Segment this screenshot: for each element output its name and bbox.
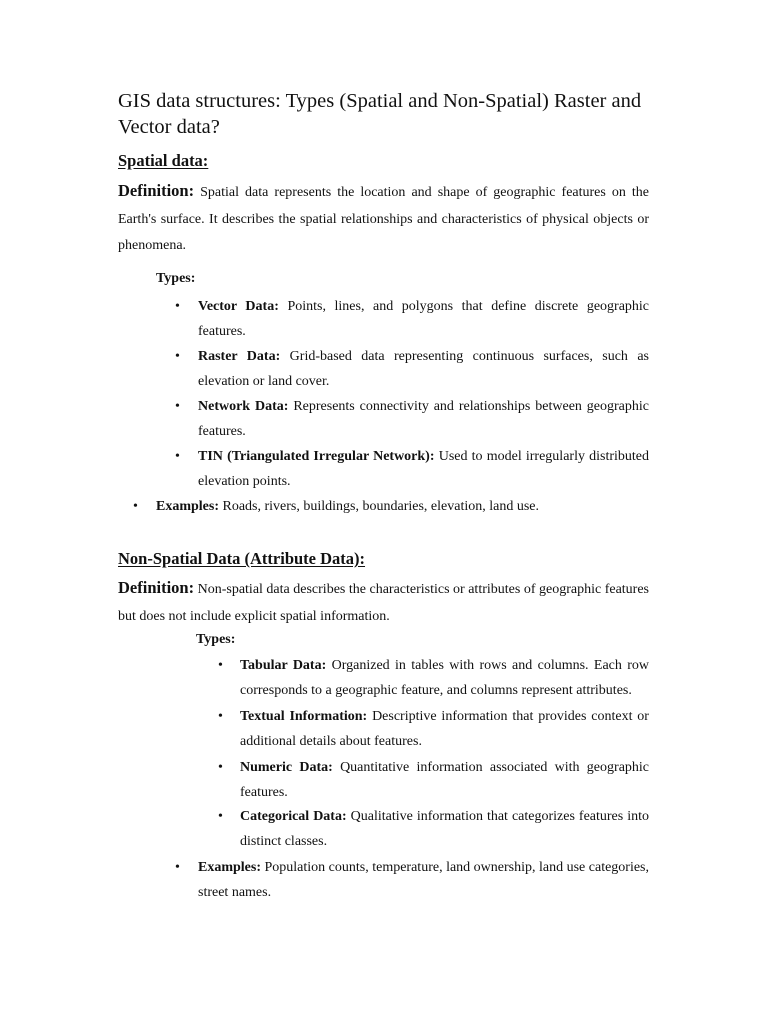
non-spatial-type-tabular (240, 653, 649, 703)
type-desc: Points, lines, and polygons that define discrete geographic features. (198, 299, 650, 339)
examples-label: Examples: (156, 499, 219, 514)
non-spatial-type-textual (240, 704, 649, 754)
non-spatial-definition (118, 575, 649, 630)
type-term: Raster Data: (198, 349, 281, 364)
type-desc: Organized in tables with rows and columns. Each row corresponds to a geographic feature, and columns represent attributes. (240, 658, 650, 698)
spatial-data-heading: Spatial data: (118, 151, 209, 170)
spatial-type-tin (198, 444, 649, 494)
spatial-type-vector (198, 294, 649, 344)
spatial-types-label: Types: (156, 271, 196, 286)
type-term: Categorical Data: (240, 809, 347, 824)
bullet-icon: • (218, 809, 223, 824)
non-spatial-types-label: Types: (196, 632, 236, 647)
type-term: Tabular Data: (240, 658, 327, 673)
spatial-definition-text: Spatial data represents the location and shape of geographic features on the Earth's surface. It describes the spatial relationships and characteristics of physical objects or phenomena. (118, 185, 650, 253)
non-spatial-examples (198, 855, 649, 905)
examples-text: Roads, rivers, buildings, boundaries, elevation, land use. (222, 499, 539, 514)
non-spatial-definition-text: Non-spatial data describes the characteristics or attributes of geographic features but does not include explicit spatial information. (118, 582, 650, 624)
type-desc: Represents connectivity and relationships between geographic features. (198, 399, 649, 439)
bullet-icon: • (175, 399, 180, 414)
spatial-definition (118, 178, 649, 260)
type-desc: Quantitative information associated with geographic features. (240, 760, 650, 800)
non-spatial-type-numeric (240, 755, 649, 805)
bullet-icon: • (175, 860, 180, 875)
type-term: Numeric Data: (240, 760, 333, 775)
bullet-icon: • (133, 499, 138, 514)
non-spatial-type-categorical (240, 804, 649, 854)
spatial-type-network (198, 394, 649, 444)
spatial-definition-label: Definition: (118, 181, 195, 200)
bullet-icon: • (175, 299, 180, 314)
page-title: GIS data structures: Types (Spatial and Non-Spatial) Raster and Vector data? (118, 90, 642, 138)
bullet-icon: • (218, 760, 223, 775)
examples-label: Examples: (198, 860, 261, 875)
bullet-icon: • (175, 349, 180, 364)
non-spatial-data-heading: Non-Spatial Data (Attribute Data): (118, 549, 366, 568)
type-term: TIN (Triangulated Irregular Network): (198, 449, 435, 464)
spatial-examples (156, 494, 649, 519)
type-term: Textual Information: (240, 709, 368, 724)
non-spatial-definition-label: Definition: (118, 578, 195, 597)
bullet-icon: • (218, 709, 223, 724)
bullet-icon: • (175, 449, 180, 464)
type-term: Network Data: (198, 399, 289, 414)
type-term: Vector Data: (198, 299, 279, 314)
type-desc: Descriptive information that provides context or additional details about features. (240, 709, 649, 749)
type-desc: Qualitative information that categorizes features into distinct classes. (240, 809, 649, 849)
examples-text: Population counts, temperature, land ownership, land use categories, street names. (198, 860, 650, 900)
bullet-icon: • (218, 658, 223, 673)
type-desc: Used to model irregularly distributed elevation points. (198, 449, 650, 489)
spatial-type-raster (198, 344, 649, 394)
type-desc: Grid-based data representing continuous surfaces, such as elevation or land cover. (198, 349, 649, 389)
